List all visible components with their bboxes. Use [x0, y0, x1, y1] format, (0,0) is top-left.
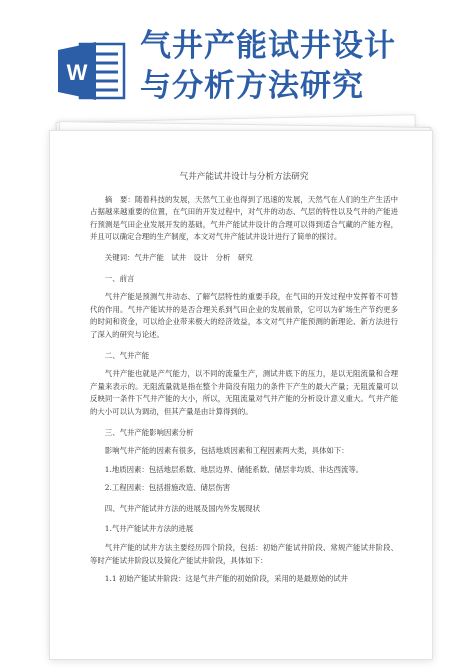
section-heading: 四、气井产能试井方法的进展及国内外发展现状 — [104, 503, 261, 513]
document-banner — [0, 0, 474, 118]
section-text: 影响气井产能的因素有很多，包括地质因素和工程因素两大类，具体如下： — [104, 446, 349, 456]
section-text: 气井产能也就是产气能力，以不同的流量生产，测试井底下的压力，是以无阻流量和合理产量来表示的。无阻流量就是指在整个井筒没有阻力的条件下产生的最大产量；无阻流量可以反映同一条件下气井产能的大小，所以，无阻流量对气井产能的分析设计意义重大。气井产能的大小可以认为调动，但其产量是由计算得到的。 — [90, 369, 398, 416]
section-text: 1.1 初始产能试井阶段：这是气井产能的初始阶段，采用的是最原始的试井 — [104, 574, 349, 584]
factor-item: 1.地质因素：包括地层系数、地层边界、储能系数、储层非均质、非达西流等。 — [104, 464, 364, 474]
subsection-heading: 1.气井产能试井方法的进展 — [104, 524, 194, 534]
banner-title — [140, 26, 460, 106]
section-heading: 二、气井产能 — [104, 350, 150, 360]
abstract: 摘 要：随着科技的发展，天然气工业也得到了迅速的发展，天然气在人们的生产生活中占据越来越重要的位置，在气田的开发过程中，对气井的动态、气层的特性以及气井的产能进行预测是气田企业发展开发的基础，气井产能试井设计的合理可以得到适合气藏的产能方程，并且可以确定合理的生产制度，本文对气井产能试井设计进行了简单的探讨。 — [90, 194, 398, 242]
document-preview-stack — [45, 118, 435, 658]
document-title: 气井产能试井设计与分析方法研究 — [179, 172, 309, 182]
section-heading: 一、前言 — [104, 273, 135, 283]
word-document-icon — [58, 40, 126, 102]
section-text: 气井产能是预测气井动态、了解气层特性的重要手段，在气田的开发过程中发挥着不可替代的作用。气井产能试井的是否合理关系到气田企业的发展前景，它可以为矿场生产节约更多的时间和资金，可以给企业带来极大的经济效益，本文对气井产能预测的新理论、新方法进行了深入的研究与论述。 — [90, 292, 398, 339]
section-text: 气井产能的试井方法主要经历四个阶段，包括：初始产能试井阶段、常规产能试井阶段、等时产能试井阶段以及简化产能试井阶段，具体如下： — [90, 543, 398, 565]
page-content — [90, 171, 398, 592]
banner-title-line-1: 气井产能试井设计 — [140, 28, 396, 64]
svg-text:W: W — [66, 60, 88, 85]
factor-item: 2.工程因素：包括措施改造、储层伤害 — [104, 483, 231, 493]
keywords: 关键词：气井产能 试井 设计 分析 研究 — [104, 252, 253, 262]
banner-title-line-2: 与分析方法研究 — [140, 68, 364, 104]
document-page — [49, 130, 433, 660]
section-heading: 三、气井产能影响因素分析 — [104, 427, 194, 437]
